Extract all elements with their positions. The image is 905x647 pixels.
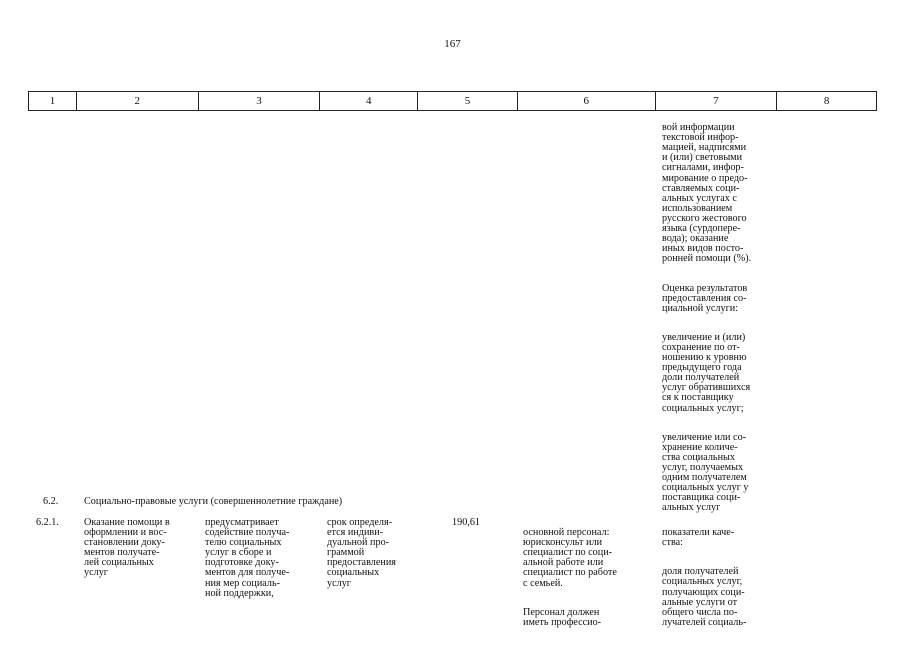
staff-paragraph: Персонал должен иметь профессио-: [523, 606, 602, 628]
staff-paragraph: основной персонал: юрисконсульт или специалист по соци- альной работе или специалист по работе с семьей.: [523, 527, 617, 589]
continued-col7-text: [662, 113, 776, 533]
col7-paragraph: увеличение или со- хранение количе- ства социальных услуг, получаемых одним получателем социальных услуг у поставщика соци- альных услуг: [662, 431, 749, 514]
col7-paragraph: вой информации текстовой инфор- мацией, надписями и (или) световыми сигналами, инфор- мирование о предо- ставляемых соци- альных услугах с использованием русского жестового языка (сурдопере- вода); оказание иных видов посто- ронней помощи (%).: [662, 122, 752, 265]
row-tariff: 190,61: [452, 517, 481, 528]
header-col-1: 1: [29, 92, 77, 110]
row-service-name: Оказание помощи в оформлении и вос- становлении доку- ментов получате- лей социальных услуг: [84, 517, 170, 579]
header-col-6: 6: [518, 92, 656, 110]
header-col-7: 7: [656, 92, 778, 110]
row-quality-indicators: [662, 518, 776, 647]
row-staff: [523, 518, 653, 647]
table-header-row: [28, 91, 877, 111]
header-col-3: 3: [199, 92, 321, 110]
row-service-term: срок определя- ется индиви- дуальной про- граммой предоставления социальных услуг: [327, 517, 396, 589]
col7-paragraph: увеличение и (или) сохранение по от- ношению к уровню предыдущего года доли получателей услуг обратившихся ся к поставщику социальных услуг;: [662, 331, 751, 414]
section-title: Социально-правовые услуги (совершеннолетние граждане): [84, 496, 343, 507]
row-service-description: предусматривает содействие получа- телю социальных услуг в сборе и подготовке доку- ментов для получе- ния мер социаль- ной поддержки,: [205, 517, 290, 599]
page-number: 167: [444, 38, 461, 50]
row-number: 6.2.1.: [36, 517, 59, 528]
indicator-paragraph: показатели каче- ства:: [662, 527, 735, 549]
header-col-2: 2: [77, 92, 199, 110]
section-number: 6.2.: [43, 496, 59, 507]
col7-paragraph: Оценка результатов предоставления со- циальной услуги:: [662, 282, 748, 314]
header-col-5: 5: [418, 92, 518, 110]
header-col-4: 4: [320, 92, 418, 110]
indicator-paragraph: доля получателей социальных услуг, получающих соци- альные услуги от общего числа по- лучателей социаль-: [662, 566, 747, 628]
header-col-8: 8: [823, 95, 830, 107]
